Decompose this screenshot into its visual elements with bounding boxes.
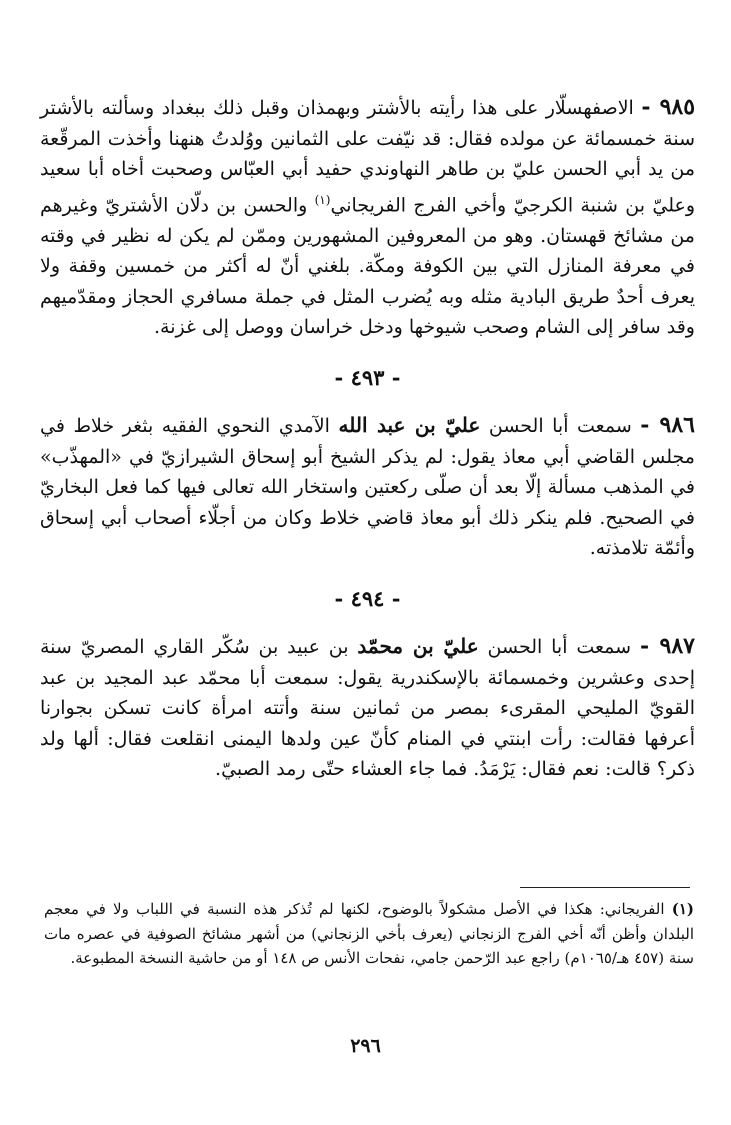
entry-986 xyxy=(40,410,695,564)
narrator-name: عليّ بن محمّد xyxy=(357,634,479,659)
entry-number: ٩٨٦ - xyxy=(640,412,695,439)
entry-number: ٩٨٥ - xyxy=(641,94,696,120)
entry-987 xyxy=(40,631,695,785)
entry-text: الآمدي النحوي الفقيه بثغر خلاط في مجلس القاضي أبي معاذ يقول: لم يذكر الشيخ أبو إسحاق الشيرازيّ في «المهذّب» في المذهب مسألة إلّا بعد أن صلّى ركعتين واستخار الله تعالى فيها كما فعل البخاريّ في الصحيح. فلم ينكر ذلك أبو معاذ قاضي خلاط وكان من أجلّاء أصحاب أبي إسحاق وأئمّة تلامذته. xyxy=(40,415,695,560)
narrator-name: عليّ بن عبد الله xyxy=(338,413,481,438)
page-number: ٢٩٦ xyxy=(350,1035,381,1057)
section-marker-493: - ٤٩٣ - xyxy=(334,365,401,391)
footnote-text: الفريجاني: هكذا في الأصل مشكولاً بالوضوح، لكنها لم تُذكر هذه النسبة في اللباب ولا في معجم البلدان وأظن أنّه أخي الفرج الزنجاني (يعرف بأخي الزنجاني) من أشهر مشائخ الصوفية في عصره مات سنة (٤٥٧ هـ/١٠٦٥م) راجع عبد الرّحمن جامي، نفحات الأنس ص ١٤٨ أو من حاشية النسخة المطبوعة. xyxy=(44,900,694,967)
entry-text: بن عبيد بن سُكّر القاري المصريّ سنة إحدى وعشرين وخمسمائة بالإسكندرية يقول: سمعت أبا محمّد عبد المجيد بن عبد القويّ المليحي المقرىء بمصر من ثمانين سنة وأتته امرأة كانت تسكن بجوارنا أعرفها فقالت: رأت ابنتي في المنام كأنّ عين ولدها اليمنى انقلعت فقال: ألها ولد ذكر؟ قالت: نعم فقال: يَرْمَدُ. فما جاء العشاء حتّى رمد الصبيّ. xyxy=(40,636,695,781)
footnote-number: (١) xyxy=(671,900,694,918)
page-body xyxy=(40,92,695,785)
section-marker-494: - ٤٩٤ - xyxy=(334,586,401,612)
entry-intro: سمعت أبا الحسن xyxy=(487,636,632,659)
entry-intro: سمعت أبا الحسن xyxy=(488,415,632,438)
entry-985 xyxy=(40,92,695,343)
footnotes xyxy=(44,897,694,971)
entry-text-after: والحسن بن دلّان الأشتريّ وغيرهم من مشائخ قهستان. وهو من المعروفين المشهورين وممّن لم يكن له نظير في وقته في معرفة المنازل التي بين الكوفة ومكّة. بلغني أنّ له أكثر من خمسين وقفة ولا يعرف أحدٌ طريق البادية مثله وبه يُضرب المثل في جملة مسافري الحجاز ومقدّميهم وقد سافر إلى الشام وصحب شيوخها ودخل خراسان ووصل إلى غزنة. xyxy=(40,194,695,339)
footnote-ref[interactable]: (١) xyxy=(314,192,331,207)
footnote-divider xyxy=(520,887,690,888)
entry-text: الاصفهسلّار على هذا رأيته بالأشتر وبهمذان وقبل ذلك ببغداد وسألته بالأشتر سنة خمسمائة عن مولده فقال: قد نيّفت على الثمانين ووُلدتُ هنهنا وأخذت المرقّعة من يد أبي الحسن عليّ بن طاهر النهاوندي حفيد أبي العبّاس وصحبت أخاه أبا سعيد وعليّ بن شنبة الكرجيّ وأخي الفرج الفريجاني xyxy=(40,97,695,217)
footnote-item xyxy=(44,897,694,971)
entry-number: ٩٨٧ - xyxy=(639,633,695,660)
